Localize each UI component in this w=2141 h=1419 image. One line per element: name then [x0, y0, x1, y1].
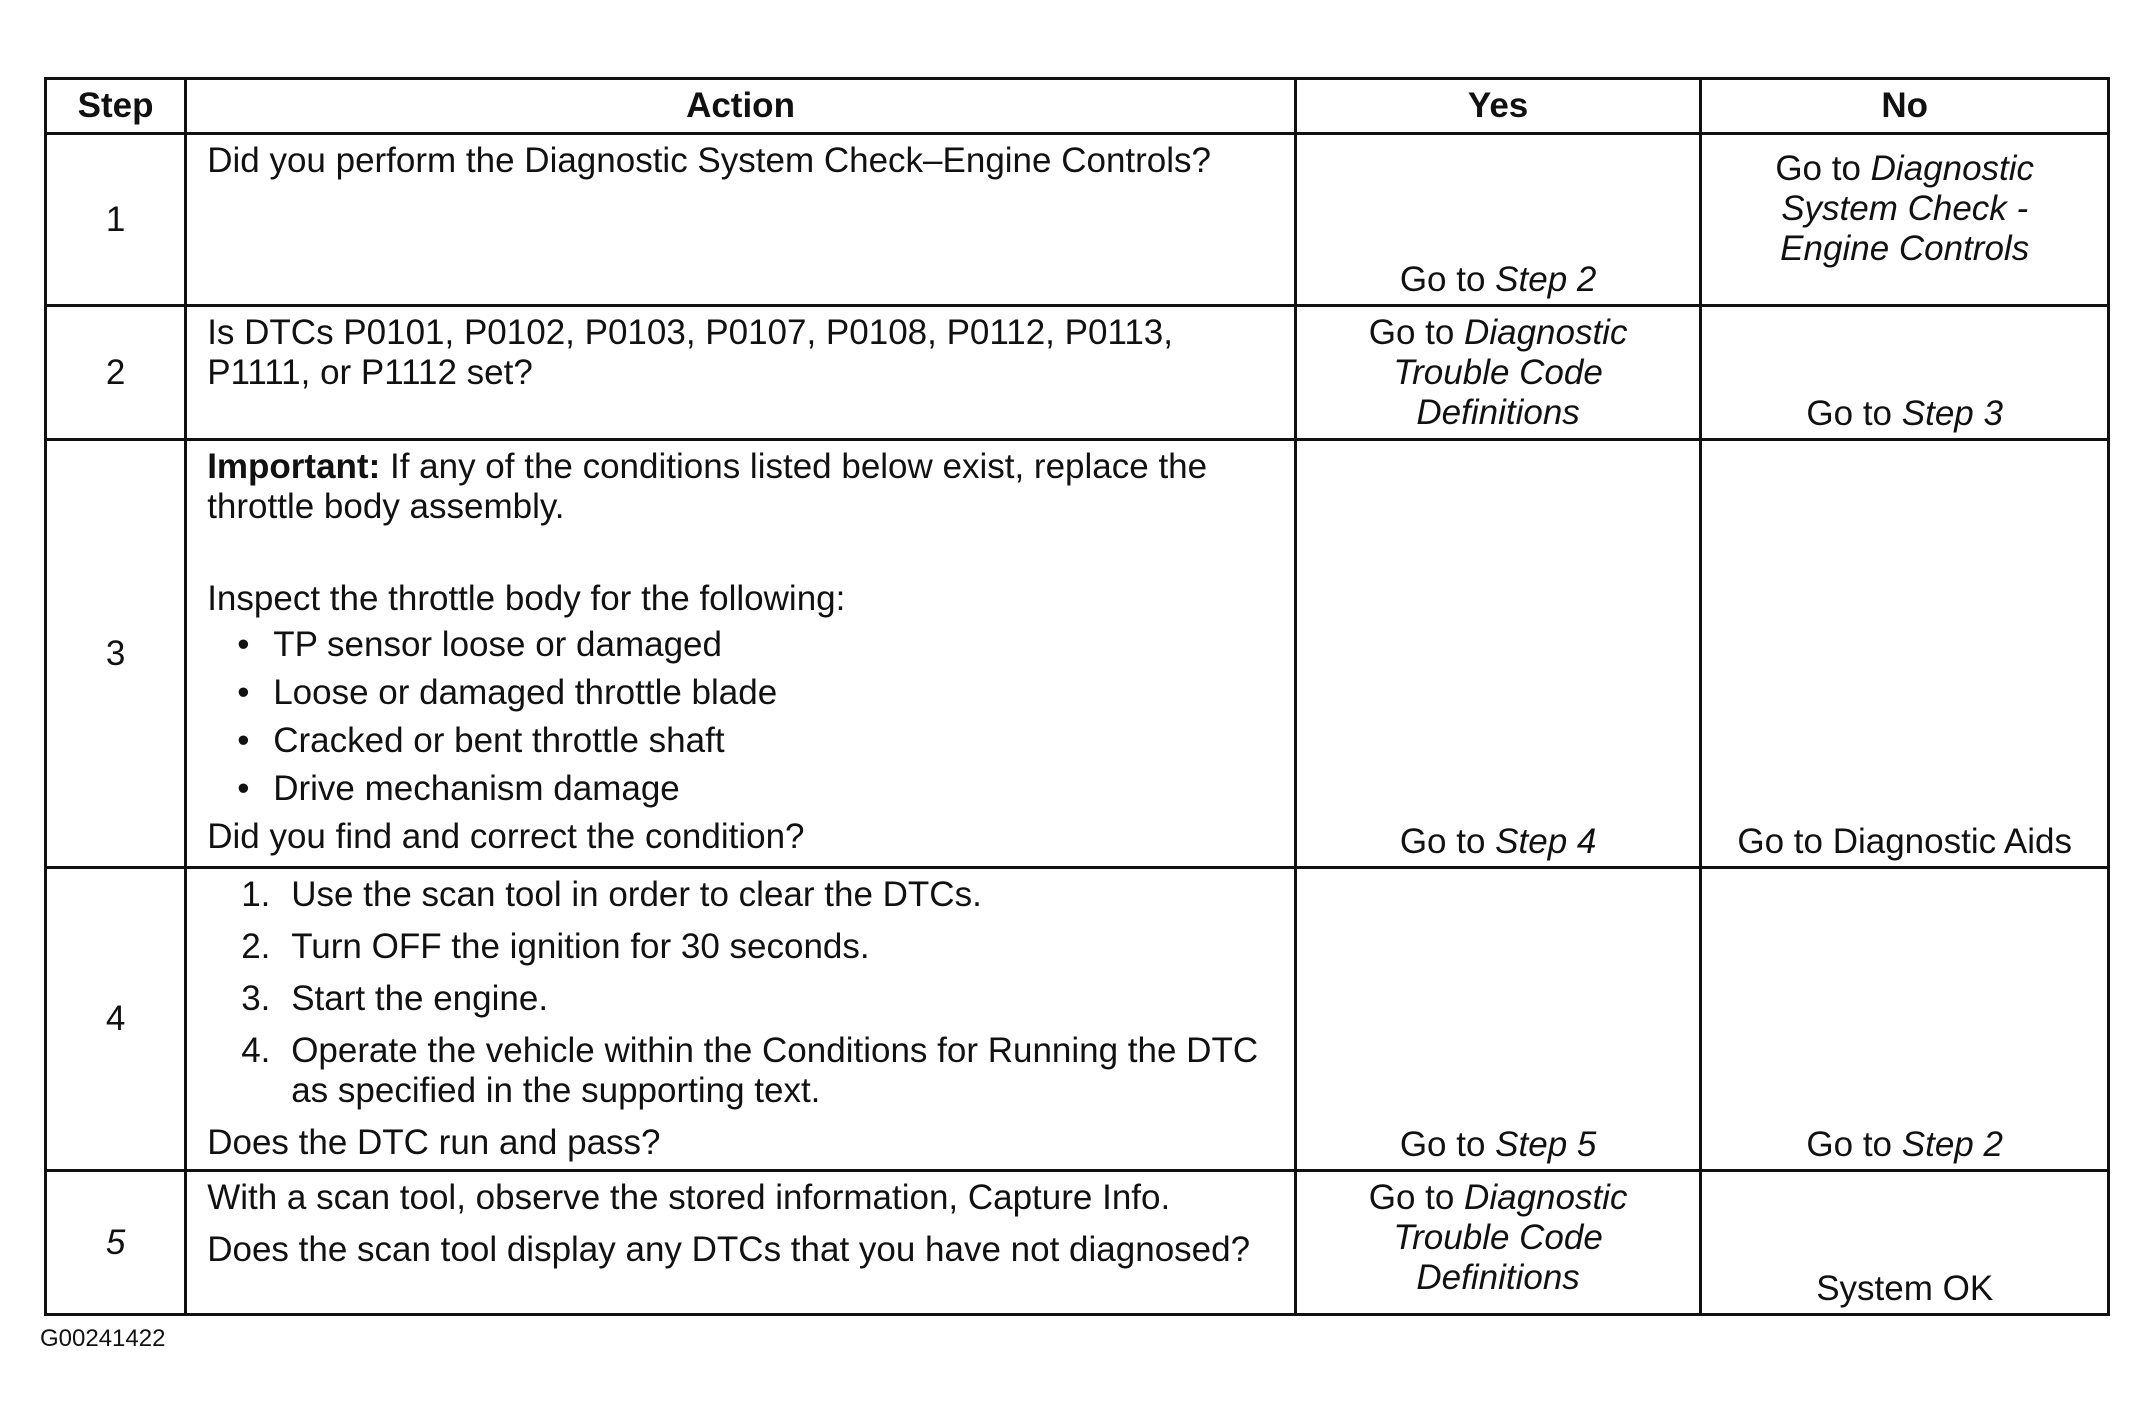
yes-target[interactable]: Go to Step 4 — [1399, 822, 1597, 861]
list-item: • TP sensor loose or damaged — [237, 625, 722, 664]
yes-cell — [1295, 134, 1701, 306]
list-item: 3. Start the engine. — [241, 979, 549, 1018]
inspect-list — [207, 625, 1274, 809]
question-text: Does the DTC run and pass? — [207, 1123, 661, 1162]
no-target[interactable]: Go to Step 3 — [1806, 394, 2003, 433]
step-number: 5 — [46, 1171, 186, 1315]
yes-target[interactable]: Go to Diagnostic Trouble Code Definitions — [1368, 1178, 1628, 1297]
yes-cell — [1295, 868, 1701, 1171]
list-item: 2. Turn OFF the ignition for 30 seconds. — [241, 927, 870, 966]
header-yes: Yes — [1295, 79, 1701, 134]
table-row — [46, 440, 2109, 868]
no-cell — [1701, 440, 2109, 868]
list-item: • Cracked or bent throttle shaft — [237, 721, 725, 760]
table-row — [46, 306, 2109, 440]
list-item: 4. Operate the vehicle within the Conditions for Running the DTC as specified in the supporting text. — [241, 1031, 1259, 1110]
no-cell — [1701, 306, 2109, 440]
no-target[interactable]: System OK — [1816, 1269, 1994, 1308]
no-target[interactable]: Go to Step 2 — [1806, 1125, 2003, 1164]
action-text: With a scan tool, observe the stored information, Capture Info. — [207, 1178, 1171, 1217]
header-step: Step — [46, 79, 186, 134]
yes-target[interactable]: Go to Step 5 — [1399, 1125, 1597, 1164]
diagnostic-table — [44, 77, 2110, 1316]
step-number: 2 — [46, 306, 186, 440]
question-text: Did you find and correct the condition? — [207, 817, 805, 856]
action-cell — [186, 134, 1296, 306]
table-row — [46, 868, 2109, 1171]
question-text: Does the scan tool display any DTCs that you have not diagnosed? — [207, 1230, 1251, 1269]
figure-id: G00241422 — [40, 1325, 166, 1352]
header-row — [46, 79, 2109, 134]
important-note: Important: If any of the conditions listed below exist, replace the throttle body assembly. — [207, 447, 1208, 526]
no-cell — [1701, 134, 2109, 306]
header-action: Action — [186, 79, 1296, 134]
table-row — [46, 1171, 2109, 1315]
step-number: 4 — [46, 868, 186, 1171]
list-item: 1. Use the scan tool in order to clear the DTCs. — [241, 875, 982, 914]
procedure-list — [207, 875, 1274, 1111]
no-cell — [1701, 1171, 2109, 1315]
action-cell — [186, 868, 1296, 1171]
yes-cell — [1295, 1171, 1701, 1315]
yes-target[interactable]: Go to Diagnostic Trouble Code Definitions — [1368, 313, 1628, 432]
step-number: 1 — [46, 134, 186, 306]
action-cell — [186, 1171, 1296, 1315]
header-no: No — [1701, 79, 2109, 134]
yes-target[interactable]: Go to Step 2 — [1399, 260, 1597, 299]
no-target[interactable]: Go to Diagnostic Aids — [1737, 822, 2072, 861]
no-cell — [1701, 868, 2109, 1171]
action-text: Is DTCs P0101, P0102, P0103, P0107, P0108, P0112, P0113, P1111, or P1112 set? — [207, 313, 1173, 392]
yes-cell — [1295, 440, 1701, 868]
list-item: • Loose or damaged throttle blade — [237, 673, 778, 712]
table-row — [46, 134, 2109, 306]
no-target[interactable]: Go to Diagnostic System Check - Engine Controls — [1775, 149, 2035, 268]
action-cell — [186, 440, 1296, 868]
yes-cell — [1295, 306, 1701, 440]
step-number: 3 — [46, 440, 186, 868]
list-item: • Drive mechanism damage — [237, 769, 680, 808]
action-text: Did you perform the Diagnostic System Check–Engine Controls? — [207, 141, 1212, 180]
inspect-text: Inspect the throttle body for the following: — [207, 579, 846, 618]
action-cell — [186, 306, 1296, 440]
